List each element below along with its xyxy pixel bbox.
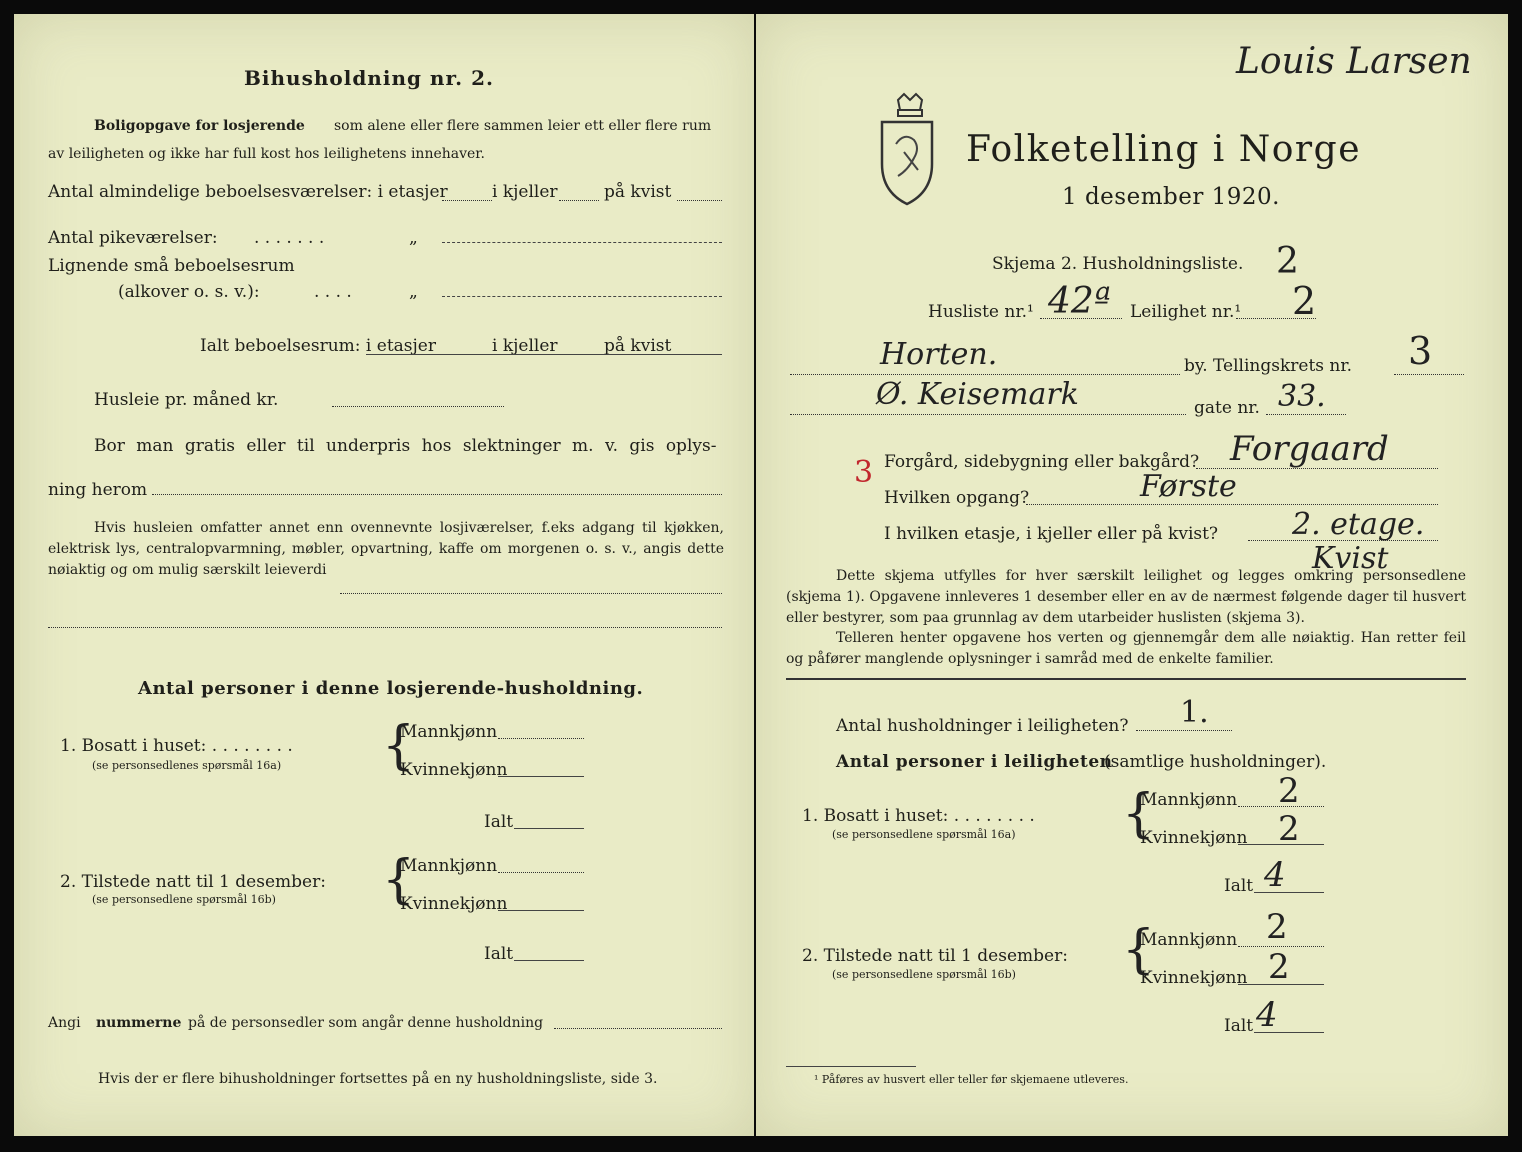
husliste-label: Husliste nr.¹ (928, 302, 1034, 322)
rooms-kvist-label: på kvist (604, 182, 672, 202)
ning-herom-field (152, 494, 722, 495)
pike-ditto: „ (409, 228, 418, 248)
antal-hush-field (1136, 730, 1232, 731)
left-tilstede-label: 2. Tilstede natt til 1 desember: (60, 872, 326, 892)
left-footer: Hvis der er flere bihusholdninger fortsettes på en ny husholdningsliste, side 3. (98, 1071, 658, 1087)
right-bosatt-sub: (se personsedlene spørsmål 16a) (832, 828, 1016, 841)
etasje-value2: Kvist (1312, 541, 1389, 576)
right-bosatt-label: 1. Bosatt i huset: . . . . . . . . (802, 806, 1035, 826)
rooms-kvist-field (677, 200, 722, 201)
left-bosatt-sub: (se personsedlenes spørsmål 16a) (92, 759, 282, 772)
right-tilstede-sub: (se personsedlene spørsmål 16b) (832, 968, 1016, 981)
street-field (790, 414, 1186, 415)
ialt-rooms-line (366, 354, 722, 355)
forgard-value: Forgaard (1230, 429, 1389, 469)
left-tilstede-ialt-field (514, 960, 584, 961)
rooms-etasjer-field (442, 200, 492, 201)
right-tilstede-mann-value: 2 (1266, 907, 1288, 947)
right-bosatt-mann-label: Mannkjønn (1140, 790, 1238, 810)
right-bosatt-kvinne-value: 2 (1278, 809, 1300, 849)
right-bosatt-ialt-field (1254, 892, 1324, 893)
hvis-text: Hvis husleien omfatter annet enn ovennevnte losjiværelser, f.eks adgang til kjøkken, elektrisk lys, centralopvarmning, møbler, opvartning, kaffe om morgenen o. s. v., angis dette nøiaktig og om mulig særskilt leieverdi (48, 520, 724, 578)
husliste-value: 42ª (1048, 281, 1111, 322)
extra-field (48, 627, 722, 628)
right-tilstede-kvinne-field (1238, 984, 1324, 985)
lignende-line2: (alkover o. s. v.): (118, 282, 260, 302)
by-label: by. Tellingskrets nr. (1184, 356, 1353, 376)
signature: Louis Larsen (1236, 41, 1472, 82)
left-bosatt-brace: { (382, 716, 416, 776)
krets-value: 3 (1408, 329, 1433, 373)
right-bosatt-ialt-value: 4 (1264, 855, 1286, 895)
left-bosatt-ialt-field (514, 828, 584, 829)
right-bosatt-ialt-label: Ialt (1224, 876, 1254, 896)
angi-field (554, 1028, 722, 1029)
leilighet-label: Leilighet nr.¹ (1130, 302, 1242, 322)
intro-bold: Boligopgave for losjerende (94, 118, 305, 134)
lignende-line1: Lignende små beboelsesrum (48, 256, 295, 276)
instructions-text-2: Telleren henter opgavene hos verten og gjennemgår dem alle nøiaktig. Han retter feil og påfører manglende oplysninger i samråd med de enkelte familier. (786, 630, 1466, 667)
antal-hush-value: 1. (1180, 695, 1209, 730)
leilighet-value: 2 (1292, 279, 1317, 323)
ning-herom-label: ning herom (48, 480, 148, 500)
coat-of-arms-icon (874, 92, 940, 208)
right-antal-personer-rest: (samtlige husholdninger). (1104, 752, 1327, 772)
rooms-kjeller-field (559, 200, 599, 201)
lignende-ditto: „ (409, 282, 418, 302)
right-bosatt-mann-field (1238, 806, 1324, 807)
angi-bold: nummerne (96, 1015, 182, 1031)
krets-field (1394, 374, 1464, 375)
leieverdi-field (340, 593, 722, 594)
pike-label: Antal pikeværelser: (48, 228, 218, 248)
husliste-field (1040, 318, 1122, 319)
gate-field (1266, 414, 1346, 415)
opgang-value: Første (1140, 469, 1237, 504)
instructions-text: Dette skjema utfylles for hver særskilt leilighet og legges omkring personsedlene (skjema 1). Opgavene innleveres 1 desember eller en av de nærmest følgende dager til husvert eller bestyrer, som paa grunnlag av dem utarbeider huslisten (skjema 3). (786, 568, 1466, 626)
right-antal-personer-bold: Antal personer i leiligheten (836, 752, 1113, 772)
lignende-field (442, 296, 722, 297)
left-bosatt-mann-label: Mannkjønn (400, 722, 498, 742)
left-title: Bihusholdning nr. 2. (244, 66, 494, 90)
left-page (14, 14, 754, 1136)
left-tilstede-kvinne-field (498, 910, 584, 911)
right-tilstede-ialt-value: 4 (1256, 995, 1278, 1035)
gate-value: 33. (1278, 379, 1326, 414)
rooms-kjeller-label: i kjeller (492, 182, 558, 202)
left-bosatt-mann-field (498, 738, 584, 739)
left-bosatt-kvinne-label: Kvinnekjønn (400, 760, 508, 780)
right-title: Folketelling i Norge (966, 129, 1361, 170)
gate-label: gate nr. (1194, 398, 1260, 418)
etasje-value1: 2. etage. (1292, 507, 1425, 542)
opgang-label: Hvilken opgang? (884, 488, 1030, 508)
right-tilstede-mann-label: Mannkjønn (1140, 930, 1238, 950)
angi-post: på de personsedler som angår denne husholdning (188, 1015, 544, 1031)
intro-line2: av leiligheten og ikke har full kost hos leilighetens innehaver. (48, 146, 485, 162)
left-bosatt-kvinne-field (498, 776, 584, 777)
ialt-kjeller-label: i kjeller (492, 336, 558, 356)
etasje-label: I hvilken etasje, i kjeller eller på kvist? (884, 524, 1219, 544)
husleie-label: Husleie pr. måned kr. (94, 390, 279, 410)
section-divider (786, 678, 1466, 680)
pike-dots: . . . . . . . (254, 228, 325, 248)
right-tilstede-label: 2. Tilstede natt til 1 desember: (802, 946, 1068, 966)
etasje-field (1248, 540, 1438, 541)
left-bosatt-label: 1. Bosatt i huset: . . . . . . . . (60, 736, 293, 756)
intro-rest: som alene eller flere sammen leier ett eller flere rum (334, 118, 712, 134)
left-tilstede-mann-label: Mannkjønn (400, 856, 498, 876)
right-tilstede-kvinne-label: Kvinnekjønn (1140, 968, 1248, 988)
skjema-number: 2 (1276, 241, 1299, 282)
ialt-kvist-label: på kvist (604, 336, 672, 356)
footnote: ¹ Påføres av husvert eller teller før skjemaene utleveres. (814, 1073, 1129, 1086)
left-tilstede-sub: (se personsedlene spørsmål 16b) (92, 893, 276, 906)
census-date: 1 desember 1920. (1062, 184, 1280, 210)
city-value: Horten. (880, 337, 998, 372)
right-tilstede-brace: { (1122, 920, 1156, 980)
lignende-dots: . . . . (314, 282, 352, 302)
right-page (756, 14, 1508, 1136)
right-tilstede-ialt-label: Ialt (1224, 1016, 1254, 1036)
angi-pre: Angi (48, 1015, 81, 1031)
antal-personer-heading: Antal personer i denne losjerende-husholdning. (138, 678, 644, 699)
skjema-label: Skjema 2. Husholdningsliste. (992, 254, 1244, 274)
forgard-label: Forgård, sidebygning eller bakgård? (884, 452, 1200, 472)
leilighet-field (1236, 318, 1316, 319)
footnote-rule (786, 1066, 916, 1067)
left-tilstede-brace: { (382, 850, 416, 910)
street-value: Ø. Keisemark (876, 377, 1079, 412)
right-bosatt-brace: { (1122, 784, 1156, 844)
left-tilstede-mann-field (498, 872, 584, 873)
bor-man-text: Bor man gratis eller til underpris hos slektninger m. v. gis oplys- (94, 436, 717, 456)
right-bosatt-kvinne-field (1238, 844, 1324, 845)
pike-field (442, 242, 722, 243)
left-bosatt-ialt-label: Ialt (484, 812, 514, 832)
opgang-field (1026, 504, 1438, 505)
left-tilstede-kvinne-label: Kvinnekjønn (400, 894, 508, 914)
right-tilstede-kvinne-value: 2 (1268, 947, 1290, 987)
right-bosatt-mann-value: 2 (1278, 771, 1300, 811)
right-bosatt-kvinne-label: Kvinnekjønn (1140, 828, 1248, 848)
margin-mark: 3 (854, 455, 874, 490)
husleie-field (332, 406, 504, 407)
city-field (790, 374, 1180, 375)
antal-hush-label: Antal husholdninger i leiligheten? (836, 716, 1129, 736)
left-tilstede-ialt-label: Ialt (484, 944, 514, 964)
right-tilstede-ialt-field (1254, 1032, 1324, 1033)
ialt-rooms-label: Ialt beboelsesrum: i etasjer (200, 336, 436, 356)
rooms-label: Antal almindelige beboelsesværelser: i etasjer (48, 182, 448, 202)
